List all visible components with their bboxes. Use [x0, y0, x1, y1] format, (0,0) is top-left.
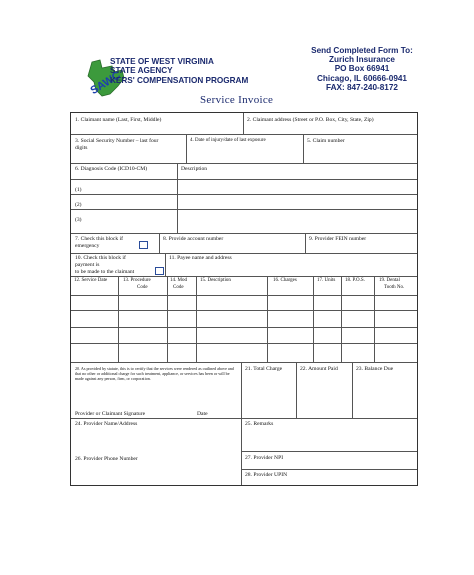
send-company: Zurich Insurance — [329, 55, 395, 65]
send-pobox: PO Box 66941 — [334, 64, 390, 74]
send-fax: FAX: 847-240-8172 — [326, 82, 398, 92]
emergency-label-cont: emergency — [75, 243, 100, 249]
remarks-label: 25. Remarks — [245, 421, 274, 427]
payee-label: 11. Payee name and address — [169, 255, 232, 261]
fein-label: 9. Provider FEIN number — [309, 236, 367, 242]
send-label: Send Completed Form To: — [311, 46, 413, 55]
send-to-block — [302, 46, 422, 92]
agency-block — [110, 57, 248, 85]
col-dental-tooth: 19. Dental — [379, 278, 400, 283]
provider-name-label: 24. Provider Name/Address — [75, 421, 138, 427]
col-service-date: 12. Service Date — [74, 278, 108, 283]
pay-claimant-label: 10. Check this block if — [75, 255, 126, 261]
emergency-label: 7. Check this block if — [75, 236, 124, 242]
claimant-address-label: 2. Claimant address (Street or P.O. Box, City, State, Zip) — [247, 117, 374, 123]
col-mod-code-2: Code — [173, 285, 184, 290]
total-charge-label: 21. Total Charge — [245, 366, 283, 372]
provider-phone-label: 26. Provider Phone Number — [75, 456, 138, 462]
emergency-checkbox[interactable] — [139, 241, 148, 249]
pay-claimant-label-cont2: to be made to the claimant — [75, 269, 135, 275]
col-pos: 18. P.O.S. — [345, 278, 365, 283]
account-number-label: 8. Provide account number — [163, 236, 224, 242]
diagnosis-code-label: 6. Diagnosis Code (ICD10-CM) — [75, 166, 148, 172]
certification-statement: 20. As provided by statute, this is to certify that the services were rendered as outlined above and that no other or additional charge for such treatment, appliance, or services has been or will be made against any person, firm, or corporation. — [75, 366, 234, 381]
signature-label: Provider or Claimant Signature — [75, 411, 146, 417]
pay-claimant-checkbox[interactable] — [155, 267, 164, 275]
diagnosis-line-3: (3) — [75, 217, 82, 223]
agency-state: STATE OF WEST VIRGINIA — [110, 57, 214, 66]
logo-text: SAWC — [88, 69, 123, 98]
provider-upin-label: 28. Provider UPIN — [245, 472, 288, 478]
diagnosis-description-label: Description — [181, 166, 208, 172]
balance-due-label: 23. Balance Due — [356, 366, 394, 372]
pay-claimant-label-cont: payment is — [75, 262, 100, 268]
agency-type: STATE AGENCY — [110, 66, 173, 76]
col-charges: 16. Charges — [273, 278, 297, 283]
signature-date-label: Date — [197, 411, 208, 417]
col-procedure-code: 13. Procedure — [123, 278, 151, 283]
claimant-name-label: 1. Claimant name (Last, First, Middle) — [75, 117, 162, 123]
col-dental-tooth-2: Tooth No. — [384, 285, 405, 290]
col-procedure-code-2: Code — [137, 285, 148, 290]
amount-paid-label: 22. Amount Paid — [300, 366, 338, 372]
page-title: Service Invoice — [200, 94, 274, 106]
col-description: 15. Description — [200, 278, 231, 283]
diagnosis-line-2: (2) — [75, 202, 82, 208]
injury-date-label: 4. Date of injury/date of last exposure — [190, 138, 266, 143]
claim-number-label: 5. Claim number — [307, 138, 345, 144]
col-mod-code: 14. Mod — [170, 278, 187, 283]
agency-program: KERS' COMPENSATION PROGRAM — [110, 75, 249, 85]
col-units: 17. Units — [317, 278, 336, 283]
invoice-form — [70, 112, 418, 486]
diagnosis-line-1: (1) — [75, 187, 82, 193]
ssn-label: 3. Social Security Number – last four — [75, 138, 159, 144]
send-city: Chicago, IL 60666-0941 — [317, 73, 407, 83]
ssn-label-cont: digits — [75, 145, 88, 151]
provider-npi-label: 27. Provider NPI — [245, 455, 284, 461]
